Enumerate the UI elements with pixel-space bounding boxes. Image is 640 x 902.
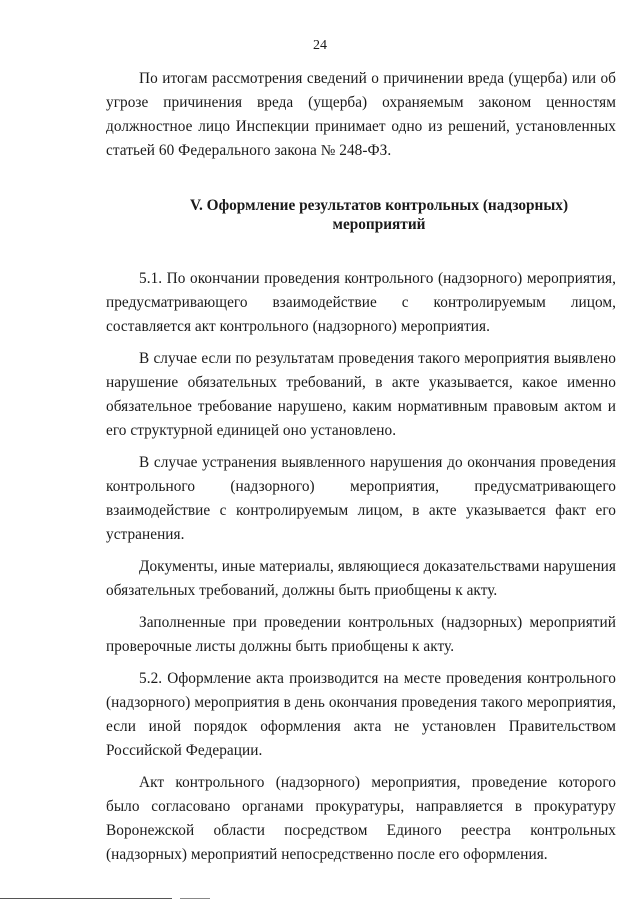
paragraph-5-2: 5.2. Оформление акта производится на месте проведения контрольного (надзорного) мероприятия в день окончания проведения такого мероприятия, если иной порядок оформления акта не установлен Правительством Российской Федерации. [106,670,616,759]
document-body [106,67,616,867]
page-number: 24 [313,38,327,53]
intro-paragraph: По итогам рассмотрения сведений о причинении вреда (ущерба) или об угрозе причинения вреда (ущерба) охраняемым законом ценностям должностное лицо Инспекции принимает одно из решений, установленных статьей 60 Федерального закона № 248-ФЗ. [106,70,616,159]
paragraph-violation: В случае если по результатам проведения такого мероприятия выявлено нарушение обязательных требований, в акте указывается, какое именно обязательное требование нарушено, каким нормативным правовым актом и его структурной единицей оно установлено. [106,350,616,439]
paragraph-prosecutor: Акт контрольного (надзорного) мероприятия, проведение которого было согласовано органами прокуратуры, направляется в прокуратуру Воронежской области посредством Единого реестра контрольных (надзорных) мероприятий непосредственно после его оформления. [106,774,616,863]
paragraph-documents: Документы, иные материалы, являющиеся доказательствами нарушения обязательных требований, должны быть приобщены к акту. [106,558,616,599]
section-title-line-1: V. Оформление результатов контрольных (надзорных) [189,197,569,214]
paragraph-5-1: 5.1. По окончании проведения контрольного (надзорного) мероприятия, предусматривающего взаимодействие с контролируемым лицом, составляется акт контрольного (надзорного) мероприятия. [106,270,616,335]
paragraph-elimination: В случае устранения выявленного нарушения до окончания проведения контрольного (надзорного) мероприятия, предусматривающего взаимодействие с контролируемым лицом, в акте указывается факт его устранения. [106,454,616,543]
bottom-rule [0,898,172,899]
section-title-line-2: мероприятий [332,216,426,233]
paragraph-checklists: Заполненные при проведении контрольных (надзорных) мероприятий проверочные листы должны быть приобщены к акту. [106,614,616,655]
bottom-rule-mark [180,898,210,899]
section-title [106,196,616,234]
